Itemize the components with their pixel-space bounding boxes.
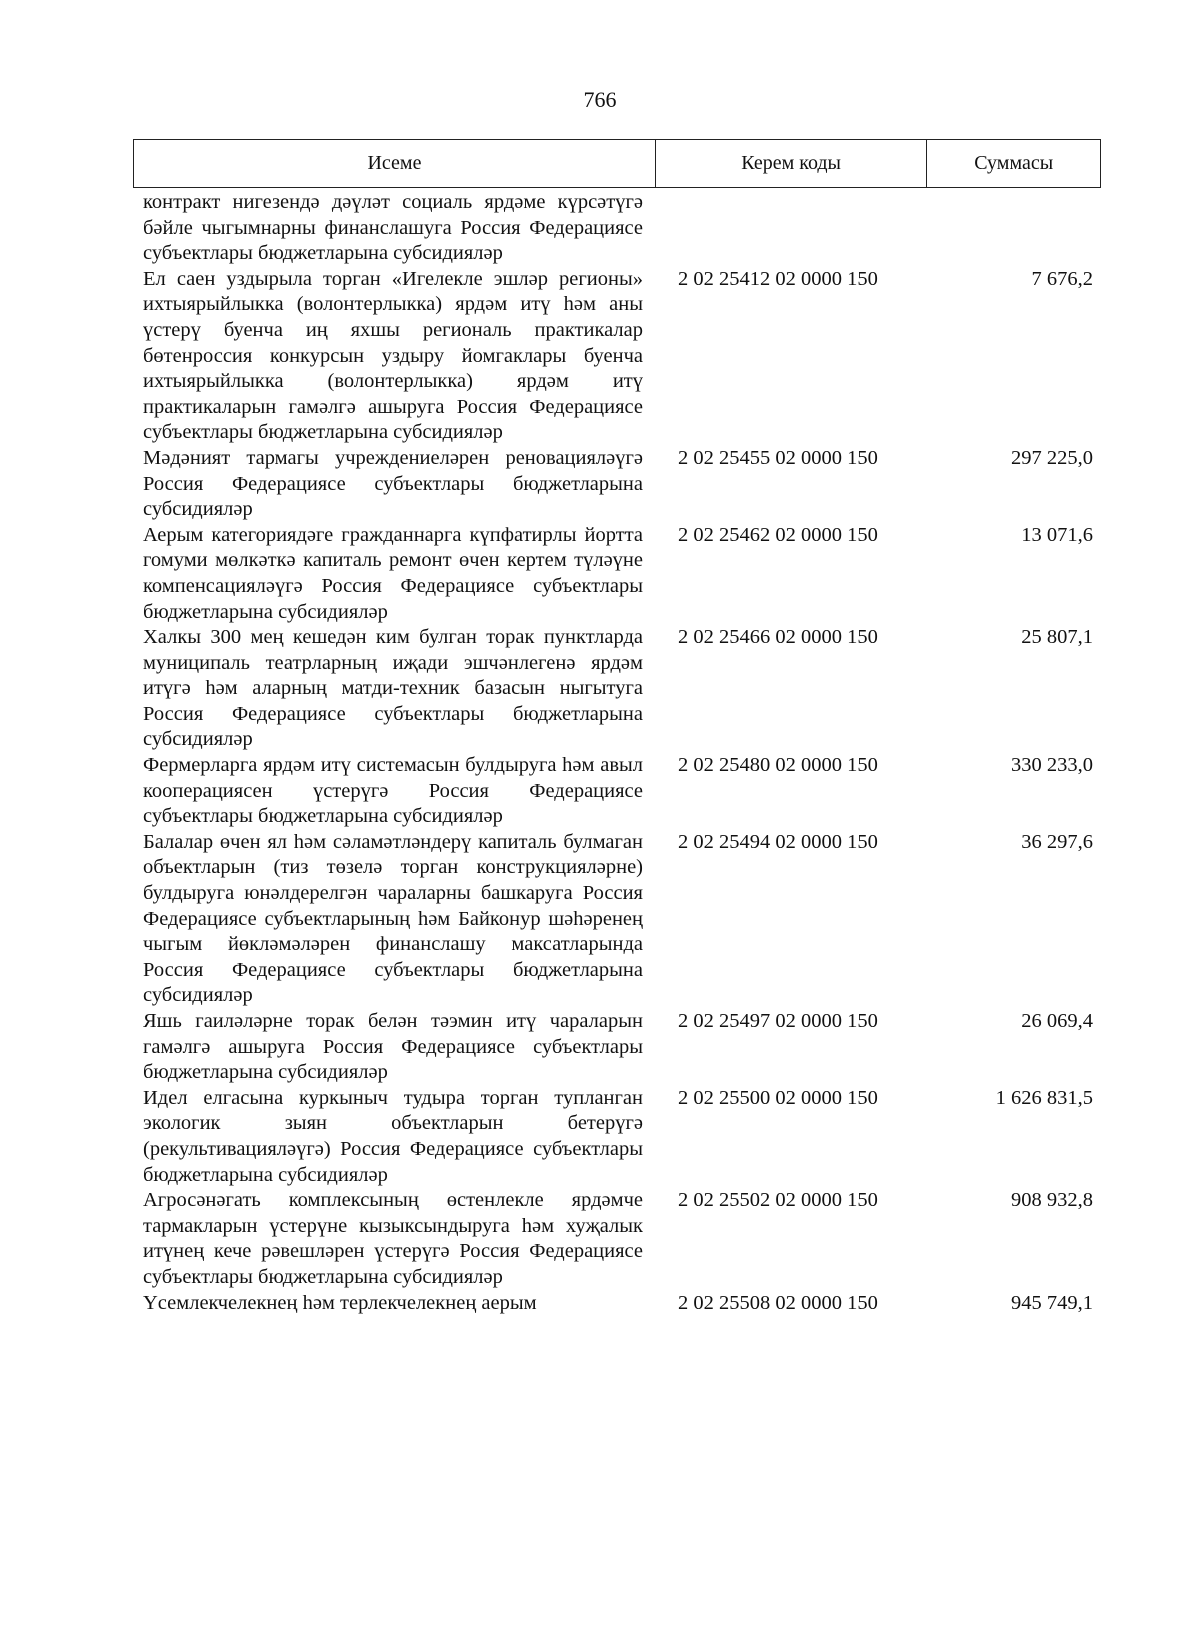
- row-sum: 36 297,6: [1021, 830, 1093, 853]
- row-code: 2 02 25502 02 0000 150: [678, 1189, 878, 1212]
- row-code: 2 02 25497 02 0000 150: [678, 1010, 878, 1032]
- table-row: [143, 190, 1093, 267]
- row-name: Аерым категориядәге гражданнарга күпфатирлы йортта гомуми мөлкәткә капиталь ремонт өчен кертем түләүне компенсацияләүгә Россия Федерациясе субъектлары бюджетларына субсидияләр: [143, 523, 643, 623]
- row-name: Идел елгасына куркыныч тудыра торган тупланган экологик зыян объектларын бетерүгә (рекультивацияләүгә) Россия Федерациясе субъектлары бюджетларына субсидияләр: [143, 1086, 643, 1186]
- column-header-sum: Суммасы: [974, 152, 1054, 174]
- row-sum: 1 626 831,5: [995, 1086, 1093, 1109]
- table-row: [143, 446, 1093, 523]
- row-sum: 908 932,8: [1011, 1189, 1093, 1212]
- row-code: 2 02 25500 02 0000 150: [678, 1086, 878, 1109]
- row-sum: 26 069,4: [1021, 1010, 1093, 1032]
- row-name: Яшь гаиләләрне торак белән тәэмин итү чараларын гамәлгә ашыруга Россия Федерациясе субъектлары бюджетларына субсидияләр: [143, 1010, 643, 1084]
- row-code: 2 02 25466 02 0000 150: [678, 626, 878, 649]
- row-name: Балалар өчен ял һәм сәламәтләндерү капиталь булмаган объектларын (тиз төзелә торган конструкцияләрне) булдыруга юнәлдерелгән чараларны башкаруга Россия Федерациясе субъектларының һәм Байконур шәһәренең чыгым йөкләмәләрен финанслашу максатларында Россия Федерациясе субъектлары бюджетларына субсидияләр: [143, 830, 643, 1007]
- row-sum: 330 233,0: [1011, 754, 1093, 777]
- table-row: [143, 1291, 1093, 1317]
- row-sum: 7 676,2: [1031, 267, 1093, 290]
- page-number: 766: [583, 87, 617, 112]
- row-code: 2 02 25480 02 0000 150: [678, 754, 878, 777]
- row-name: Халкы 300 мең кешедән ким булган торак пунктларда муниципаль театрларның иҗади эшчәнлегенә ярдәм итүгә һәм аларның матди-техник базасын ныгытуга Россия Федерациясе субъектлары бюджетларына субсидияләр: [143, 626, 643, 751]
- table-row: [143, 267, 1093, 446]
- row-code: 2 02 25462 02 0000 150: [678, 523, 878, 546]
- row-name: Агросәнәгать комплексының өстенлекле ярдәмче тармакларын үстерүне кызыксындыруга һәм хуҗалык итүнең кече рәвешләрен үстерүгә Россия Федерациясе субъектлары бюджетларына субсидияләр: [143, 1189, 643, 1288]
- table-header: [133, 139, 1101, 188]
- row-name: Фермерларга ярдәм итү системасын булдыруга һәм авыл кооперациясен үстерүгә Россия Федерациясе субъектлары бюджетларына субсидияләр: [143, 754, 643, 828]
- column-header-name: Исеме: [134, 140, 656, 187]
- row-code: 2 02 25494 02 0000 150: [678, 830, 878, 853]
- row-name: контракт нигезендә дәүләт социаль ярдәме күрсәтүгә бәйле чыгымнарны финанслашуга Россия Федерациясе субъектлары бюджетларына субсидияләр: [143, 191, 643, 265]
- row-sum: 25 807,1: [1021, 626, 1093, 649]
- row-sum: 297 225,0: [1011, 446, 1093, 469]
- table-row: [143, 830, 1093, 1009]
- table-row: [143, 1188, 1093, 1290]
- table-body: [143, 190, 1093, 1316]
- row-name: Мәдәният тармагы учреждениеләрен реновацияләүгә Россия Федерациясе субъектлары бюджетларына субсидияләр: [143, 446, 643, 521]
- row-name: Ел саен уздырыла торган «Игелекле эшләр регионы» ихтыярыйлыкка (волонтерлыкка) ярдәм итү һәм аны үстерү буенча иң яхшы региональ практикалар бөтенроссия конкурсын уздыру йомгаклары буенча ихтыярыйлыкка (волонтерлыкка) ярдәм итү практикаларын гамәлгә ашыруга Россия Федерациясе субъектлары бюджетларына субсидияләр: [143, 267, 643, 444]
- table-row: [143, 1086, 1093, 1188]
- row-name: Үсемлекчелекнең һәм терлекчелекнең аерым: [143, 1291, 537, 1314]
- column-header-code: Керем коды: [656, 140, 927, 187]
- row-code: 2 02 25412 02 0000 150: [678, 267, 878, 290]
- row-code: 2 02 25508 02 0000 150: [678, 1291, 878, 1314]
- table-row: [143, 523, 1093, 625]
- table-row: [143, 1009, 1093, 1086]
- table-row: [143, 625, 1093, 753]
- row-sum: 945 749,1: [1011, 1291, 1093, 1314]
- row-sum: 13 071,6: [1021, 523, 1093, 546]
- row-code: 2 02 25455 02 0000 150: [678, 446, 878, 469]
- table-row: [143, 753, 1093, 830]
